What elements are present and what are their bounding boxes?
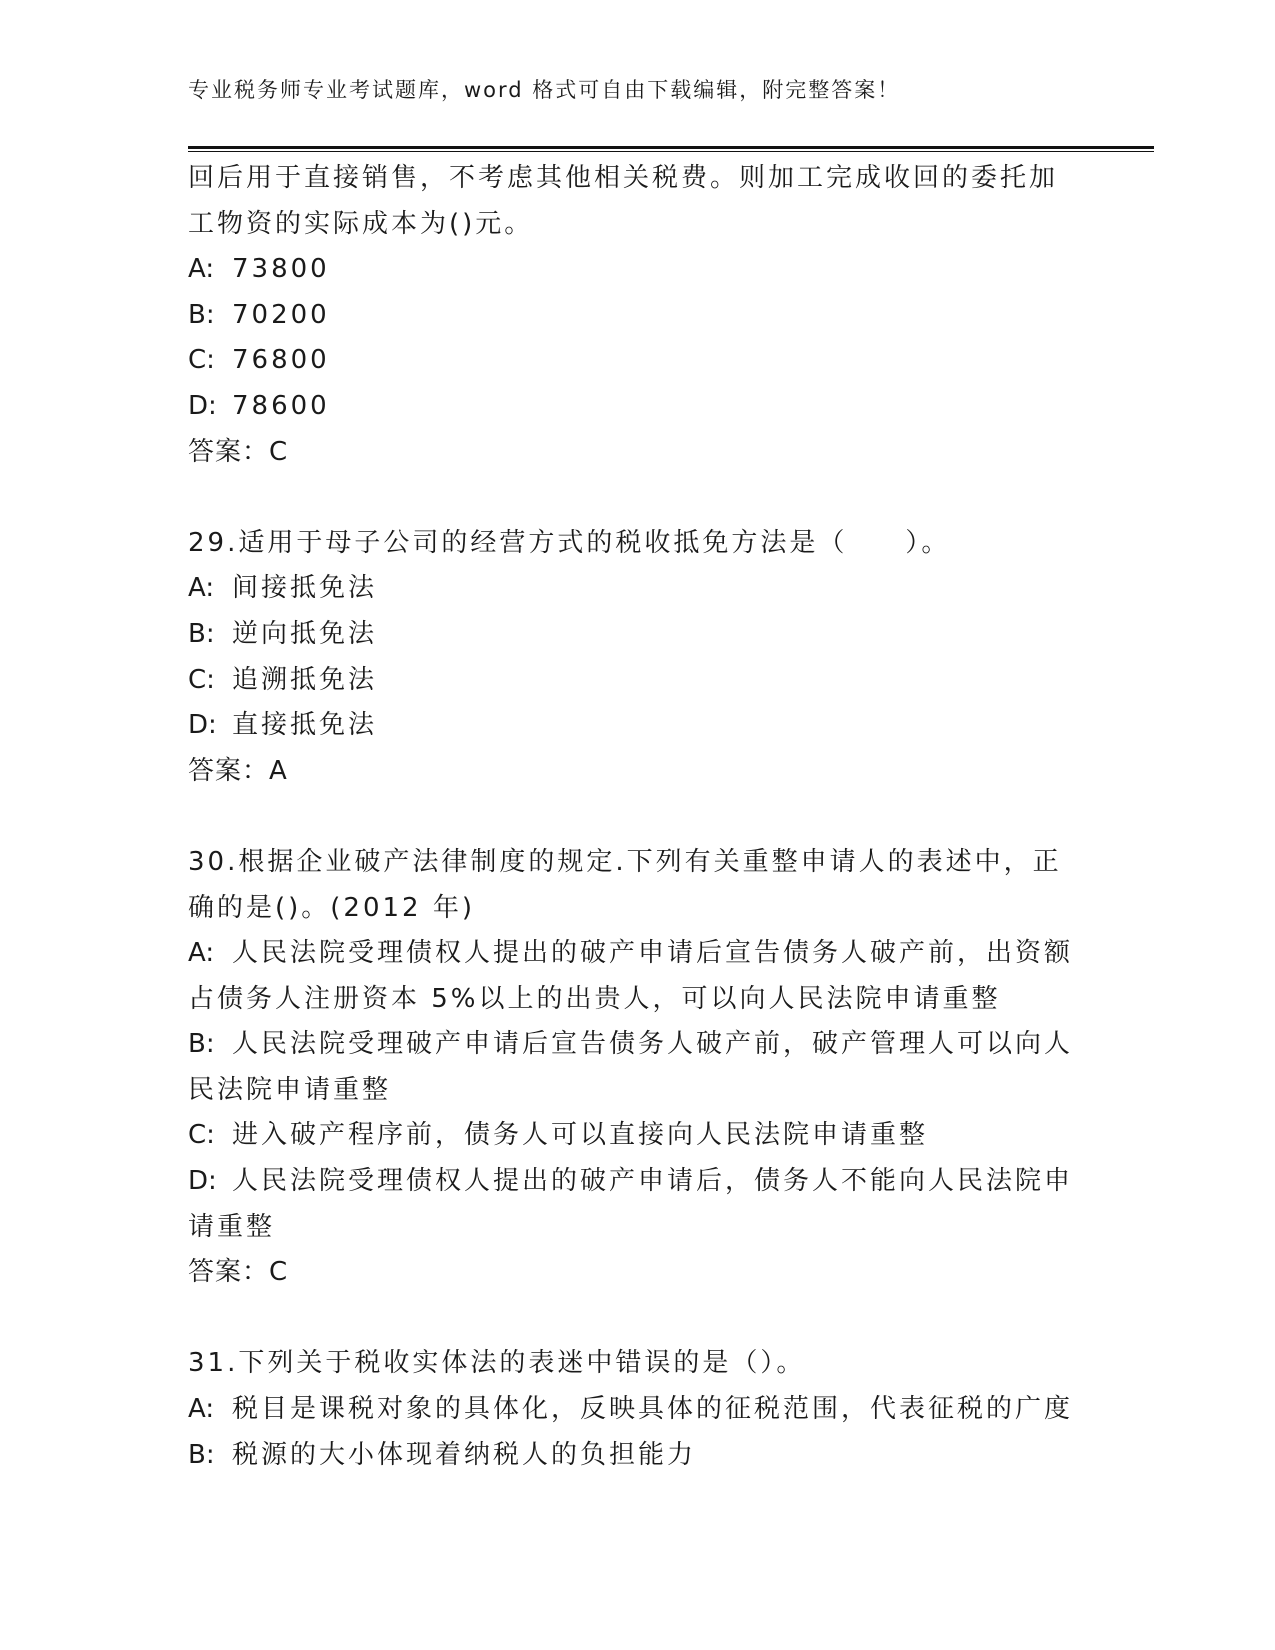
option-text: 直接抵免法 — [232, 710, 378, 741]
option-text: 人民法院受理债权人提出的破产申请后宣告债务人破产前，出资额 — [232, 938, 1074, 969]
option-label: D: — [188, 1166, 217, 1197]
option-label: D: — [188, 390, 217, 421]
option-text: 追溯抵免法 — [232, 664, 378, 695]
question-text-line: 31.下列关于税收实体法的表迷中错误的是（）。 — [188, 1348, 806, 1379]
option-text: 70200 — [232, 299, 330, 330]
option-a — [188, 931, 1088, 977]
spacer — [188, 1296, 1088, 1342]
option-text: 76800 — [232, 345, 330, 376]
option-b — [188, 293, 1088, 339]
option-c — [188, 1113, 1088, 1159]
option-text: 进入破产程序前，债务人可以直接向人民法院申请重整 — [232, 1120, 929, 1151]
question-text-line: 回后用于直接销售，不考虑其他相关税费。则加工完成收回的委托加 — [188, 163, 1059, 193]
option-text: 逆向抵免法 — [232, 618, 378, 649]
option-c — [188, 658, 1088, 704]
question-content — [188, 156, 1088, 1478]
question-28 — [188, 156, 1088, 475]
option-label: C: — [188, 1120, 215, 1151]
option-label: B: — [188, 299, 215, 330]
option-d — [188, 703, 1088, 749]
question-31 — [188, 1341, 1088, 1478]
question-text-line: 工物资的实际成本为()元。 — [188, 208, 534, 239]
option-label: B: — [188, 1439, 215, 1470]
option-label: A: — [188, 1394, 215, 1425]
option-b — [188, 1022, 1088, 1068]
option-d — [188, 384, 1088, 430]
option-label: C: — [188, 345, 215, 376]
option-d-continued: 请重整 — [188, 1211, 276, 1242]
option-text: 人民法院受理债权人提出的破产申请后，债务人不能向人民法院申 — [232, 1166, 1074, 1197]
answer: 答案：A — [188, 755, 288, 786]
option-b — [188, 612, 1088, 658]
option-a — [188, 566, 1088, 612]
option-d — [188, 1159, 1088, 1205]
spacer — [188, 794, 1088, 840]
option-label: A: — [188, 573, 215, 604]
option-a — [188, 247, 1088, 293]
question-29 — [188, 521, 1088, 795]
option-label: C: — [188, 664, 215, 695]
question-text-line: 确的是()。(2012 年) — [188, 892, 476, 923]
option-label: B: — [188, 1029, 215, 1060]
question-text-line: 29.适用于母子公司的经营方式的税收抵免方法是（ ）。 — [188, 527, 951, 558]
option-b-continued: 民法院申请重整 — [188, 1074, 392, 1105]
option-label: D: — [188, 710, 217, 741]
header-rule-thin — [188, 151, 1154, 152]
option-text: 人民法院受理破产申请后宣告债务人破产前，破产管理人可以向人 — [232, 1029, 1074, 1060]
option-c — [188, 338, 1088, 384]
option-text: 税目是课税对象的具体化，反映具体的征税范围，代表征税的广度 — [232, 1394, 1074, 1425]
answer: 答案：C — [188, 436, 289, 467]
question-30 — [188, 840, 1088, 1296]
option-b — [188, 1433, 1088, 1479]
option-label: A: — [188, 254, 215, 285]
page-header: 专业税务师专业考试题库，word 格式可自由下载编辑，附完整答案！ — [188, 78, 901, 102]
option-label: B: — [188, 618, 215, 649]
option-label: A: — [188, 938, 215, 969]
spacer — [188, 475, 1088, 521]
option-a-continued: 占债务人注册资本 5%以上的出贵人，可以向人民法院申请重整 — [188, 983, 1001, 1014]
option-text: 间接抵免法 — [232, 573, 378, 604]
header-rule-thick — [188, 146, 1154, 149]
question-text-line: 30.根据企业破产法律制度的规定.下列有关重整申请人的表述中，正 — [188, 846, 1062, 877]
answer: 答案：C — [188, 1257, 289, 1288]
option-text: 税源的大小体现着纳税人的负担能力 — [232, 1439, 697, 1470]
option-text: 73800 — [232, 254, 330, 285]
option-a — [188, 1387, 1088, 1433]
option-text: 78600 — [232, 390, 330, 421]
